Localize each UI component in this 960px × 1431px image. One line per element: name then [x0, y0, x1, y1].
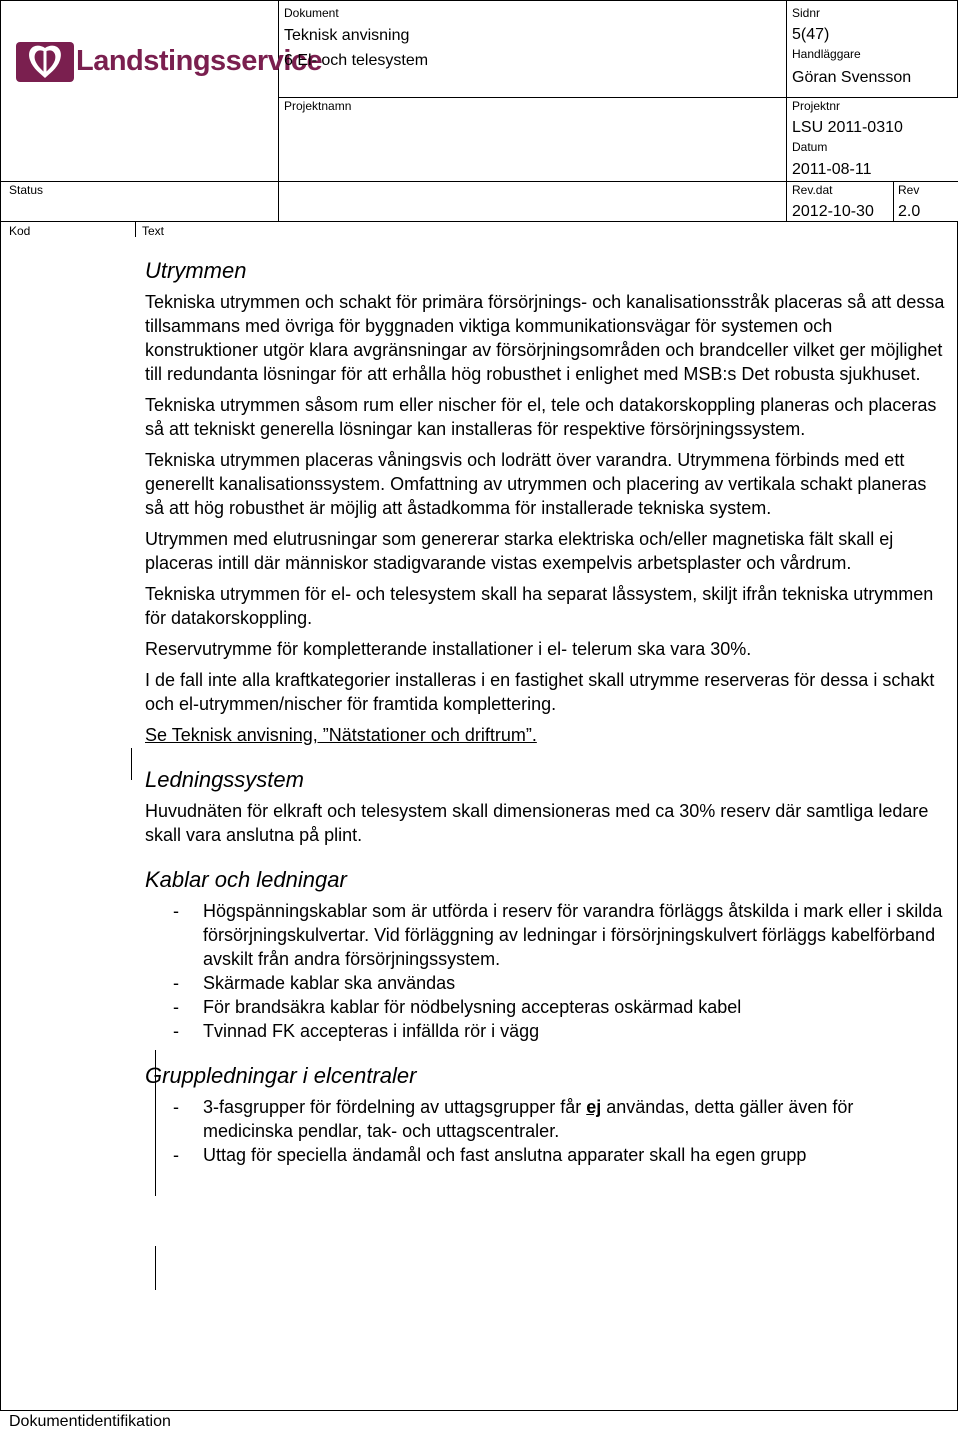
list-item: - Högspänningskablar som är utförda i reserv för varandra förläggs åtskilda i mark eller i skilda försörjningskulvertar. Vid förläggning av ledningar i försörjningskulvert förläggs kabelförband avskilt från andra försörjningssystem.: [145, 899, 945, 971]
paragraph: Tekniska utrymmen och schakt för primära försörjnings- och kanalisationsstråk placeras så att dessa tillsammans med övriga för byggnaden viktiga kommunikationsvägar för systemen och konstruktioner utgör klara avgränsningar av försörjningsområden och brandceller vilket ger möjlighet till redundanta lösningar för att erhålla hög robusthet i enlighet med MSB:s Det robusta sjukhuset.: [145, 292, 945, 384]
projektnamn-label: Projektnamn: [284, 99, 352, 113]
paragraph: Utrymmen med elutrusningar som genererar starka elektriska och/eller magnetiska fält skall ej placeras intill där människor stadigvarande vistas exempelvis arbetsplaster och vårdrum.: [145, 529, 894, 573]
dokument-title: Teknisk anvisning: [284, 27, 410, 44]
section-heading-utrymmen: Utrymmen: [145, 258, 247, 283]
list-item: - Uttag för speciella ändamål och fast anslutna apparater skall ha egen grupp: [145, 1143, 945, 1167]
handlaggare-label: Handläggare: [792, 47, 861, 61]
projektnr-label: Projektnr: [792, 99, 841, 113]
sidnr-label: Sidnr: [792, 6, 821, 20]
document-body: [145, 258, 945, 1167]
section-heading-kablar: Kablar och ledningar: [145, 867, 347, 892]
revdat-label: Rev.dat: [792, 183, 833, 197]
emphasis-text: ej: [586, 1097, 602, 1117]
frame-divider: [135, 221, 136, 237]
change-bar: [155, 1246, 156, 1290]
frame-top-line: [0, 0, 957, 1]
frame-line: [278, 97, 958, 98]
frame-divider: [957, 0, 958, 98]
landstingsservice-logo: [14, 36, 323, 92]
list-text: 3-fasgrupper för fördelning av uttagsgrupper får: [203, 1097, 587, 1117]
list-item: [145, 1095, 945, 1143]
grupp-list: [145, 1095, 945, 1167]
paragraph: Tekniska utrymmen för el- och telesystem skall ha separat låssystem, skiljt ifrån tekniska utrymmen för datakorskoppling.: [145, 584, 934, 628]
frame-left-line: [0, 0, 1, 1410]
rev-value: 2.0: [898, 203, 921, 220]
paragraph: Huvudnäten för elkraft och telesystem skall dimensioneras med ca 30% reserv där samtliga ledare skall vara anslutna på plint.: [145, 801, 929, 845]
text-label: Text: [142, 224, 165, 238]
projektnr-value: LSU 2011-0310: [792, 119, 903, 136]
rev-label: Rev: [898, 183, 920, 197]
logo-text: Landstingsservice: [76, 45, 323, 77]
paragraph: Reservutrymme för kompletterande installationer i el- telerum ska vara 30%.: [145, 639, 752, 659]
datum-value: 2011-08-11: [792, 161, 872, 178]
list-item: - Skärmade kablar ska användas: [145, 971, 945, 995]
section-heading-ledningssystem: Ledningssystem: [145, 767, 304, 792]
status-label: Status: [9, 183, 44, 197]
paragraph: I de fall inte alla kraftkategorier installeras i en fastighet skall utrymme reserveras för dessa i schakt och el-utrymmen/nischer för framtida komplettering.: [145, 670, 935, 714]
datum-label: Datum: [792, 140, 828, 154]
kod-label: Kod: [9, 224, 31, 238]
frame-line: [0, 181, 958, 182]
frame-divider: [278, 0, 279, 222]
reference-link[interactable]: Se Teknisk anvisning, ”Nätstationer och driftrum”.: [145, 725, 537, 745]
paragraph: Tekniska utrymmen såsom rum eller nischer för el, tele och datakorskoppling planeras och placeras så att tekniskt generella lösningar kan installeras för respektive försörjningssystem.: [145, 395, 937, 439]
logo-mark-icon: [14, 36, 76, 88]
dokument-subtitle: 6 El- och telesystem: [284, 52, 429, 69]
list-text: användas, detta gäller även för medicinska pendlar, tak- och uttagscentraler.: [203, 1097, 854, 1141]
sidnr-value: 5(47): [792, 26, 830, 43]
frame-bottom-line: [0, 1410, 958, 1411]
footer-label: Dokumentidentifikation: [9, 1413, 171, 1430]
handlaggare-value: Göran Svensson: [792, 69, 912, 86]
revdat-value: 2012-10-30: [792, 203, 874, 220]
list-item: - För brandsäkra kablar för nödbelysning accepteras oskärmad kabel: [145, 995, 945, 1019]
frame-divider: [786, 0, 787, 222]
list-item: - Tvinnad FK accepteras i infällda rör i vägg: [145, 1019, 945, 1043]
paragraph: Tekniska utrymmen placeras våningsvis och lodrätt över varandra. Utrymmena förbinds med ett generellt kanalisationssystem. Omfattning av utrymmen och placering av vertikala schakt planeras så att hög robusthet är möjlig att åstadkomma för installerade tekniska system.: [145, 450, 927, 518]
change-bar: [131, 748, 132, 780]
section-heading-gruppledningar: Gruppledningar i elcentraler: [145, 1063, 417, 1088]
frame-right-line: [957, 221, 958, 1411]
dokument-label: Dokument: [284, 6, 339, 20]
kablar-list: [145, 899, 945, 1043]
frame-divider: [893, 181, 894, 222]
